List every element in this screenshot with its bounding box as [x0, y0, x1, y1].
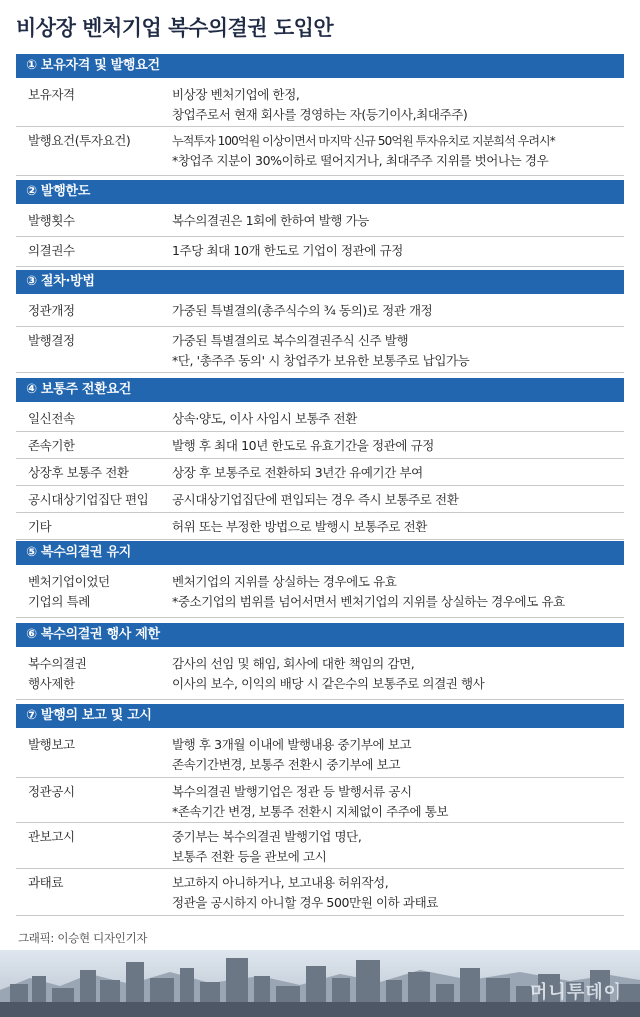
section-header: ⑤ 복수의결권 유지 — [16, 541, 624, 565]
row-value — [172, 463, 622, 483]
row-value-line: 복수의결권 발행기업은 정관 등 발행서류 공시 — [172, 784, 412, 799]
row-value — [172, 301, 622, 321]
row-value-line: 복수의결권은 1회에 한하여 발행 가능 — [172, 213, 369, 228]
section-header: ④ 보통주 전환요건 — [16, 378, 624, 402]
row-label: 상장후 보통주 전환 — [28, 465, 129, 480]
brand-watermark-logo — [530, 978, 622, 1004]
row-value — [172, 517, 622, 537]
row-label: 발행보고 — [28, 737, 75, 752]
section-header: ⑥ 복수의결권 행사 제한 — [16, 623, 624, 647]
row-value-line: 허위 또는 부정한 방법으로 발행시 보통주로 전환 — [172, 519, 427, 534]
row-value — [172, 241, 622, 261]
row-label: 존속기한 — [28, 438, 75, 453]
row-value — [172, 572, 622, 612]
row-value — [172, 131, 622, 171]
row-value-line: *존속기간 변경, 보통주 전환시 지체없이 주주에 통보 — [172, 804, 449, 819]
table-row — [16, 432, 624, 459]
row-value — [172, 85, 622, 125]
table-row — [16, 237, 624, 267]
row-value-line: 보고하지 아니하거나, 보고내용 허위작성, — [172, 875, 389, 890]
row-value-line: 감사의 선임 및 해임, 회사에 대한 책임의 감면, — [172, 656, 415, 671]
table-row — [16, 459, 624, 486]
table-row — [16, 207, 624, 237]
row-label: 발행결정 — [28, 333, 75, 348]
row-value — [172, 827, 622, 867]
row-value-line: 중기부는 복수의결권 발행기업 명단, — [172, 829, 362, 844]
row-label: 기타 — [28, 519, 52, 534]
table-row — [16, 486, 624, 513]
row-value-line: 상속·양도, 이사 사임시 보통주 전환 — [172, 411, 357, 426]
table-row — [16, 778, 624, 823]
table-row — [16, 650, 624, 700]
row-value-line: 가중된 특별결의로 복수의결권주식 신주 발행 — [172, 333, 409, 348]
row-label: 정관개정 — [28, 303, 75, 318]
row-value-line: *중소기업의 범위를 넘어서면서 벤처기업의 지위를 상실하는 경우에도 유효 — [172, 594, 565, 609]
row-value — [172, 735, 622, 775]
row-label: 관보고시 — [28, 829, 75, 844]
page-title: 비상장 벤처기업 복수의결권 도입안 — [16, 16, 334, 40]
row-label: 발행횟수 — [28, 213, 75, 228]
row-value-line: 이사의 보수, 이익의 배당 시 같은수의 보통주로 의결권 행사 — [172, 676, 485, 691]
table-row — [16, 81, 624, 127]
section-header: ⑦ 발행의 보고 및 고시 — [16, 704, 624, 728]
table-row — [16, 327, 624, 373]
table-row — [16, 513, 624, 540]
row-value-line: 벤처기업의 지위를 상실하는 경우에도 유효 — [172, 574, 397, 589]
row-value — [172, 436, 622, 456]
row-value-line: 보통주 전환 등을 관보에 고시 — [172, 849, 327, 864]
row-label: 공시대상기업집단 편입 — [28, 492, 149, 507]
section-header: ② 발행한도 — [16, 180, 624, 204]
row-value-line: *창업주 지분이 30%이하로 떨어지거나, 최대주주 지위를 벗어나는 경우 — [172, 153, 549, 168]
row-label: 보유자격 — [28, 87, 75, 102]
graphic-credit: 그래픽: 이승현 디자인기자 — [18, 931, 148, 945]
section-header: ③ 절차·방법 — [16, 270, 624, 294]
table-row — [16, 869, 624, 916]
row-value-line: 정관을 공시하지 아니할 경우 500만원 이하 과태료 — [172, 895, 438, 910]
row-label: 벤처기업이었던 기업의 특례 — [28, 574, 110, 609]
row-value-line: 상장 후 보통주로 전환하되 3년간 유예기간 부여 — [172, 465, 423, 480]
row-value — [172, 331, 622, 371]
row-value — [172, 654, 622, 694]
row-label: 발행요건(투자요건) — [28, 133, 131, 148]
row-value-line: *단, '총주주 동의' 시 창업주가 보유한 보통주로 납입가능 — [172, 353, 470, 368]
row-value-line: 1주당 최대 10개 한도로 기업이 정관에 규정 — [172, 243, 403, 258]
row-value-line: 발행 후 3개월 이내에 발행내용 중기부에 보고 — [172, 737, 412, 752]
row-value-line: 존속기간변경, 보통주 전환시 중기부에 보고 — [172, 757, 401, 772]
row-value-line: 창업주로서 현재 회사를 경영하는 자(등기이사,최대주주) — [172, 107, 468, 122]
table-row — [16, 823, 624, 869]
row-value — [172, 873, 622, 913]
row-label: 복수의결권 행사제한 — [28, 656, 87, 691]
row-value-line: 발행 후 최대 10년 한도로 유효기간을 정관에 규정 — [172, 438, 434, 453]
row-label: 의결권수 — [28, 243, 75, 258]
section-header: ① 보유자격 및 발행요건 — [16, 54, 624, 78]
table-row — [16, 731, 624, 778]
brand-name: 머니투데이 — [530, 982, 622, 1003]
row-value-line: 비상장 벤처기업에 한정, — [172, 87, 300, 102]
row-label: 과태료 — [28, 875, 64, 890]
table-row — [16, 568, 624, 618]
table-row — [16, 297, 624, 327]
row-label: 정관공시 — [28, 784, 75, 799]
row-value — [172, 490, 622, 510]
row-value-line: 누적투자 100억원 이상이면서 마지막 신규 50억원 투자유치로 지분희석 우려시* — [172, 134, 555, 148]
row-value — [172, 211, 622, 231]
row-value-line: 공시대상기업집단에 편입되는 경우 즉시 보통주로 전환 — [172, 492, 459, 507]
row-value — [172, 409, 622, 429]
table-row — [16, 405, 624, 432]
table-row — [16, 127, 624, 176]
row-label: 일신전속 — [28, 411, 75, 426]
row-value-line: 가중된 특별결의(총주식수의 ¾ 동의)로 정관 개정 — [172, 303, 433, 318]
row-value — [172, 782, 622, 822]
